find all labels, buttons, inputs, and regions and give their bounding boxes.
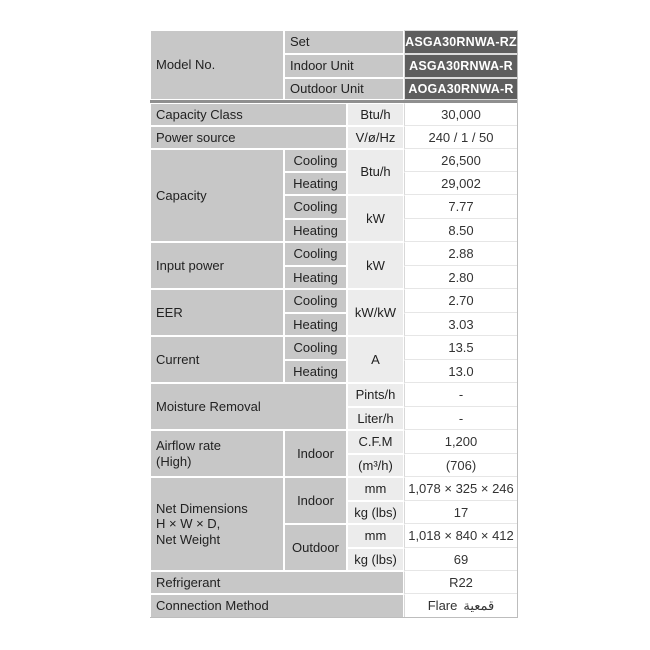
capacity-kw-unit: kW (347, 195, 404, 242)
model-set-value: ASGA30RNWA-RZ (404, 30, 518, 54)
input-power-heating-value: 2.80 (404, 266, 518, 289)
dimensions-label-line1: Net Dimensions (156, 500, 248, 516)
capacity-label: Capacity (150, 149, 284, 242)
table-right-border (517, 30, 518, 618)
connection-value-latin: Flare (427, 598, 458, 614)
airflow-m3h-value: (706) (404, 454, 518, 477)
dimensions-indoor-kg-unit: kg (lbs) (347, 501, 404, 524)
connection-method-value (404, 594, 518, 618)
input-power-label: Input power (150, 242, 284, 289)
moisture-unit-liters: Liter/h (347, 407, 404, 430)
current-label: Current (150, 336, 284, 383)
dimensions-indoor-mm-unit: mm (347, 477, 404, 501)
dimensions-outdoor-kg-unit: kg (lbs) (347, 548, 404, 571)
capacity-class-unit: Btu/h (347, 103, 404, 126)
airflow-indoor-label: Indoor (284, 430, 347, 477)
capacity-heating-kw-label: Heating (284, 219, 347, 242)
eer-cooling-label: Cooling (284, 289, 347, 313)
dimensions-outdoor-mm-value: 1,018 × 840 × 412 (404, 524, 518, 548)
capacity-kw-heating-value: 8.50 (404, 219, 518, 242)
model-indoor-label: Indoor Unit (284, 54, 404, 78)
moisture-pints-value: - (404, 383, 518, 407)
dimensions-label-line3: Net Weight (156, 531, 221, 547)
eer-cooling-value: 2.70 (404, 289, 518, 313)
moisture-liters-value: - (404, 407, 518, 430)
current-cooling-label: Cooling (284, 336, 347, 360)
refrigerant-value: R22 (404, 571, 518, 594)
capacity-kw-cooling-value: 7.77 (404, 195, 518, 219)
model-set-label: Set (284, 30, 404, 54)
table-bottom-border (150, 617, 518, 618)
refrigerant-label: Refrigerant (150, 571, 404, 594)
dimensions-outdoor-label: Outdoor (284, 524, 347, 571)
eer-heating-value: 3.03 (404, 313, 518, 336)
model-outdoor-label: Outdoor Unit (284, 78, 404, 100)
eer-label: EER (150, 289, 284, 336)
model-outdoor-value: AOGA30RNWA-R (404, 78, 518, 100)
capacity-class-label: Capacity Class (150, 103, 347, 126)
airflow-label-line2: (High) (156, 453, 192, 469)
eer-heating-label: Heating (284, 313, 347, 336)
current-heating-label: Heating (284, 360, 347, 383)
current-heating-value: 13.0 (404, 360, 518, 383)
dimensions-outdoor-mm-unit: mm (347, 524, 404, 548)
input-power-cooling-label: Cooling (284, 242, 347, 266)
model-no-label: Model No. (150, 30, 284, 100)
capacity-btu-unit: Btu/h (347, 149, 404, 195)
airflow-label-line1: Airflow rate (156, 437, 222, 453)
dimensions-indoor-kg-value: 17 (404, 501, 518, 524)
input-power-unit: kW (347, 242, 404, 289)
dimensions-indoor-label: Indoor (284, 477, 347, 524)
connection-value-arabic: قمعية (463, 598, 495, 614)
connection-method-label: Connection Method (150, 594, 404, 618)
capacity-btu-heating-value: 29,002 (404, 172, 518, 195)
airflow-unit-cfm: C.F.M (347, 430, 404, 454)
net-dimensions-label (150, 477, 284, 571)
eer-unit: kW/kW (347, 289, 404, 336)
capacity-class-value: 30,000 (404, 103, 518, 126)
dimensions-outdoor-kg-value: 69 (404, 548, 518, 571)
airflow-cfm-value: 1,200 (404, 430, 518, 454)
power-source-unit: V/ø/Hz (347, 126, 404, 149)
model-indoor-value: ASGA30RNWA-R (404, 54, 518, 78)
capacity-cooling-btu-label: Cooling (284, 149, 347, 172)
moisture-unit-pints: Pints/h (347, 383, 404, 407)
capacity-btu-cooling-value: 26,500 (404, 149, 518, 172)
power-source-label: Power source (150, 126, 347, 149)
airflow-unit-m3h: (m³/h) (347, 454, 404, 477)
dimensions-indoor-mm-value: 1,078 × 325 × 246 (404, 477, 518, 501)
input-power-cooling-value: 2.88 (404, 242, 518, 266)
airflow-rate-label (150, 430, 284, 477)
power-source-value: 240 / 1 / 50 (404, 126, 518, 149)
moisture-removal-label: Moisture Removal (150, 383, 347, 430)
current-unit: A (347, 336, 404, 383)
input-power-heating-label: Heating (284, 266, 347, 289)
dimensions-label-line2: H × W × D, (156, 516, 221, 532)
capacity-heating-btu-label: Heating (284, 172, 347, 195)
current-cooling-value: 13.5 (404, 336, 518, 360)
capacity-cooling-kw-label: Cooling (284, 195, 347, 219)
